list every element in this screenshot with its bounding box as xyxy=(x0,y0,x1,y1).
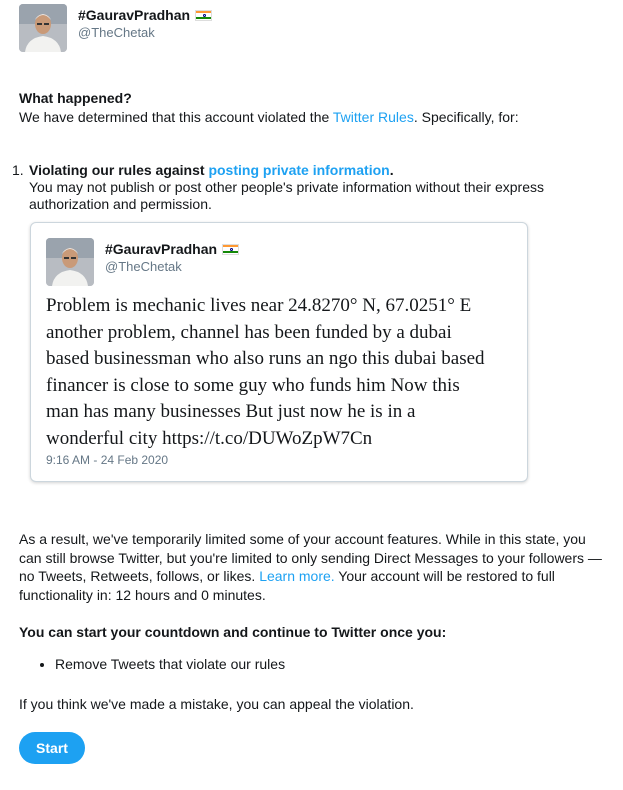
tweet-line: Problem is mechanic lives near 24.8270° N, 67.0251° E xyxy=(46,295,472,316)
tweet-handle: @TheChetak xyxy=(105,259,182,274)
appeal-text: If you think we've made a mistake, you can appeal the violation. xyxy=(19,696,414,712)
tweet-line: another problem, channel has been funded by a dubai xyxy=(46,321,452,343)
tweet-avatar-image xyxy=(46,238,94,286)
what-happened-heading: What happened? xyxy=(19,90,132,106)
india-flag-icon xyxy=(222,244,239,255)
account-handle: @TheChetak xyxy=(78,25,155,40)
restriction-notice: As a result, we've temporarily limited some of your account features. While in this state, you can still browse Twitter, but you're limited to only sending Direct Messages to your followers — no Tweets, Retweets, follows, or likes. Learn more. Your account will be restored to full functionality in: 12 hours and 0 minutes. xyxy=(19,531,602,603)
twitter-rules-link[interactable]: Twitter Rules xyxy=(332,109,414,125)
tweet-line: man has many businesses But just now he is in a xyxy=(46,401,416,422)
tweet-line: financer is close to some guy who funds him Now this xyxy=(46,374,460,396)
tweet-author xyxy=(46,238,239,286)
account-header xyxy=(19,4,212,52)
tweet-timestamp: 9:16 AM - 24 Feb 2020 xyxy=(46,453,169,467)
start-button[interactable]: Start xyxy=(19,732,85,764)
violation-item xyxy=(12,162,592,213)
india-flag-icon xyxy=(195,10,212,21)
violation-description: You may not publish or post other people's private information without their express authorization and permission. xyxy=(29,179,544,212)
violation-title: Violating our rules against posting private information. xyxy=(29,162,394,178)
avatar-image xyxy=(19,4,67,52)
display-name[interactable]: #GauravPradhan xyxy=(78,6,212,24)
bullet-icon xyxy=(40,663,44,667)
tweet-text xyxy=(46,293,516,452)
list-item: Remove Tweets that violate our rules xyxy=(38,656,285,672)
violating-tweet-card[interactable] xyxy=(30,222,528,482)
tweet-line: wonderful city https://t.co/DUWoZpW7Cn xyxy=(46,427,373,449)
tweet-avatar[interactable] xyxy=(46,238,94,286)
violation-number: 1. xyxy=(12,162,24,178)
violation-summary: We have determined that this account violated the Twitter Rules. Specifically, for: xyxy=(19,109,519,125)
avatar[interactable] xyxy=(19,4,67,52)
learn-more-link[interactable]: Learn more. xyxy=(259,568,335,584)
tweet-line: based businessman who also runs an ngo this dubai based xyxy=(46,348,485,369)
countdown-heading: You can start your countdown and continue to Twitter once you: xyxy=(19,624,447,640)
private-information-link[interactable]: posting private information xyxy=(208,162,390,178)
required-actions-list xyxy=(38,656,285,672)
tweet-display-name[interactable]: #GauravPradhan xyxy=(105,240,239,258)
